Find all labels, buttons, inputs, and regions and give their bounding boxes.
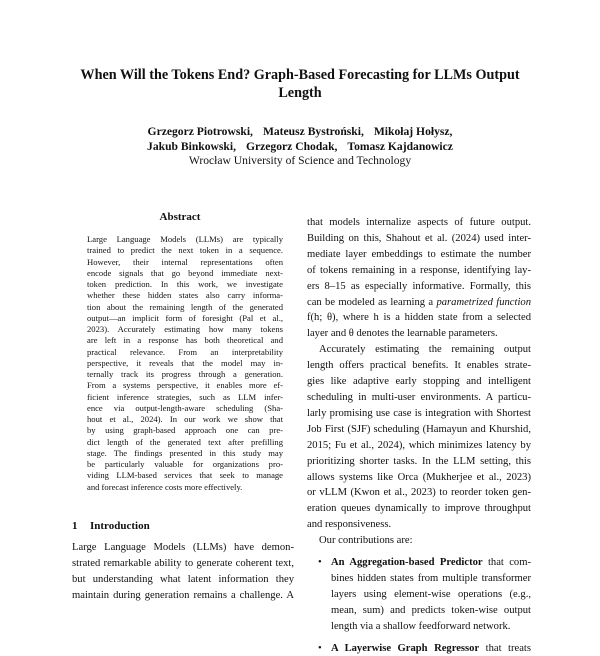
section-heading-introduction xyxy=(72,519,150,533)
abstract-line: token prediction. In this work, we investigate xyxy=(87,279,283,289)
abstract-line: ence via output-length-aware scheduling (Sha- xyxy=(87,402,283,413)
formula-line: f(h; θ), where h is a hidden state from a selected xyxy=(307,312,531,324)
body-line: bines hidden states from multiple transformer xyxy=(331,572,531,584)
abstract-line: perspective, it reveals that the model may in- xyxy=(87,357,283,368)
body-line: ers 8–15 as especially informative. Formally, this xyxy=(307,280,531,292)
abstract-line: tion about the remaining length of the generated xyxy=(87,301,283,312)
abstract-line: Large Language Models (LLMs) are typically xyxy=(87,234,283,244)
author-name: Mateusz Bystroński, xyxy=(262,125,364,138)
abstract-line: However, their internal representations often xyxy=(87,256,283,267)
body-line: larly promising use case is integration with Shortest xyxy=(307,407,531,419)
body-line: mediate layer embeddings to estimate the number xyxy=(307,248,531,260)
body-line: maintain during generation remains a challenge. A xyxy=(72,589,294,601)
title-line-2: Length xyxy=(278,85,322,101)
formula-prefix: can be modeled as learning a xyxy=(307,296,437,308)
body-line: scheduling in multi-user environments. A particu- xyxy=(307,391,531,403)
bullet-icon: • xyxy=(318,557,322,569)
paper-title xyxy=(60,66,540,102)
body-line: length via a shallow feedforward network. xyxy=(331,620,511,632)
body-line: layer and θ denotes the learnable parameters. xyxy=(307,328,498,340)
abstract-line: output—an implicit form of foresight (Pal et al., xyxy=(87,312,283,323)
abstract-heading: Abstract xyxy=(159,211,201,223)
title-line-1: When Will the Tokens End? Graph-Based Forecasting for LLMs Output xyxy=(80,67,520,83)
bullet-icon: • xyxy=(318,642,322,654)
contributions-intro: Our contributions are: xyxy=(319,535,413,547)
abstract-line: whether these hidden states also carry informa- xyxy=(87,290,283,301)
body-line: mean, sum) and predicts token-wise output xyxy=(331,604,531,616)
body-line xyxy=(307,295,531,311)
contribution-title: A Layerwise Graph Regressor xyxy=(331,642,480,654)
body-line: strated remarkable ability to generate coherent text, xyxy=(72,557,294,569)
body-line: A Layerwise Graph Regressor that treats xyxy=(331,642,531,654)
abstract-line: viding LLM-based services that seek to manage xyxy=(87,470,283,481)
body-line: allows systems like Orca (Mukherjee et al., 2023) xyxy=(307,471,531,483)
right-column-body xyxy=(307,215,531,656)
abstract-line: are left in a response has both theoretical and xyxy=(87,335,283,346)
abstract-line: be particularly valuable for organizations pro- xyxy=(87,459,283,469)
body-line: 2015; Fu et al., 2024), which minimizes latency by xyxy=(307,439,531,451)
abstract-line: and forecast inference costs more effectively. xyxy=(87,481,243,492)
author-name: Jakub Binkowski, xyxy=(147,139,236,153)
author-line-1 xyxy=(60,125,540,140)
body-line: length offers practical benefits. It enables strate- xyxy=(307,360,531,372)
author-name: Tomasz Kajdanowicz xyxy=(347,139,453,153)
introduction-body xyxy=(72,540,294,604)
body-line: and responsiveness. xyxy=(307,519,392,531)
author-name: Grzegorz Piotrowski, xyxy=(147,125,253,138)
abstract-line: hout et al., 2024). In our work we show that xyxy=(87,414,283,424)
abstract-line: From a systems perspective, it enables more ef- xyxy=(87,380,283,391)
abstract-line: practical relevance. From an interpretability xyxy=(87,346,283,357)
abstract-line: 2023). Accurately estimating how many tokens xyxy=(87,324,283,334)
body-line: or vLLM (Kwon et al., 2023) to reorder token gen- xyxy=(307,487,531,499)
body-line: Building on this, Shahout et al. (2024) used inter- xyxy=(307,232,531,244)
body-line: An Aggregation-based Predictor that com- xyxy=(331,557,531,569)
body-line: that models internalize aspects of future output. xyxy=(307,217,531,228)
body-line: Accurately estimating the remaining output xyxy=(319,344,531,356)
body-line: prioritizing shorter tasks. In the LLM setting, this xyxy=(307,455,531,467)
abstract-line: by using graph-based approach one can pre- xyxy=(87,425,283,436)
body-line: eration queues dynamically to improve throughput xyxy=(307,503,531,515)
abstract-body xyxy=(87,234,283,493)
abstract-line: ficient inference strategies, such as LLM infer- xyxy=(87,391,283,402)
author-list xyxy=(60,125,540,155)
contribution-title: An Aggregation-based Predictor xyxy=(331,557,483,569)
abstract-line: trained to predict the next token in a sequence. xyxy=(87,245,283,256)
abstract-line: ternally track its progress through a generation. xyxy=(87,369,283,379)
affiliation: Wrocław University of Science and Technology xyxy=(188,154,412,167)
body-line: Large Language Models (LLMs) have demon- xyxy=(72,542,294,553)
contribution-item xyxy=(307,641,531,656)
body-line: of tokens remaining in a response, identifying lay- xyxy=(307,264,531,276)
abstract-line: encode signals that go beyond immediate next- xyxy=(87,267,283,278)
author-name: Mikołaj Hołysz, xyxy=(373,125,453,138)
body-line: gies like adaptive early stopping and intelligent xyxy=(307,376,531,388)
body-line: layers using element-wise operations (e.g., xyxy=(331,588,531,600)
formula-term: parametrized function xyxy=(436,296,531,308)
author-line-2 xyxy=(60,140,540,155)
section-number: 1 xyxy=(72,520,78,532)
section-title: Introduction xyxy=(90,520,150,532)
abstract-line: stage. The findings presented in this study may xyxy=(87,447,283,458)
body-line: but understanding what latent information they xyxy=(72,573,294,585)
body-line: Job First (SJF) scheduling (Hamayun and Khurshid, xyxy=(307,423,531,435)
abstract-line: dict length of the generated text after prefilling xyxy=(87,436,283,447)
author-name: Grzegorz Chodak, xyxy=(245,139,338,153)
contribution-item xyxy=(307,555,531,635)
